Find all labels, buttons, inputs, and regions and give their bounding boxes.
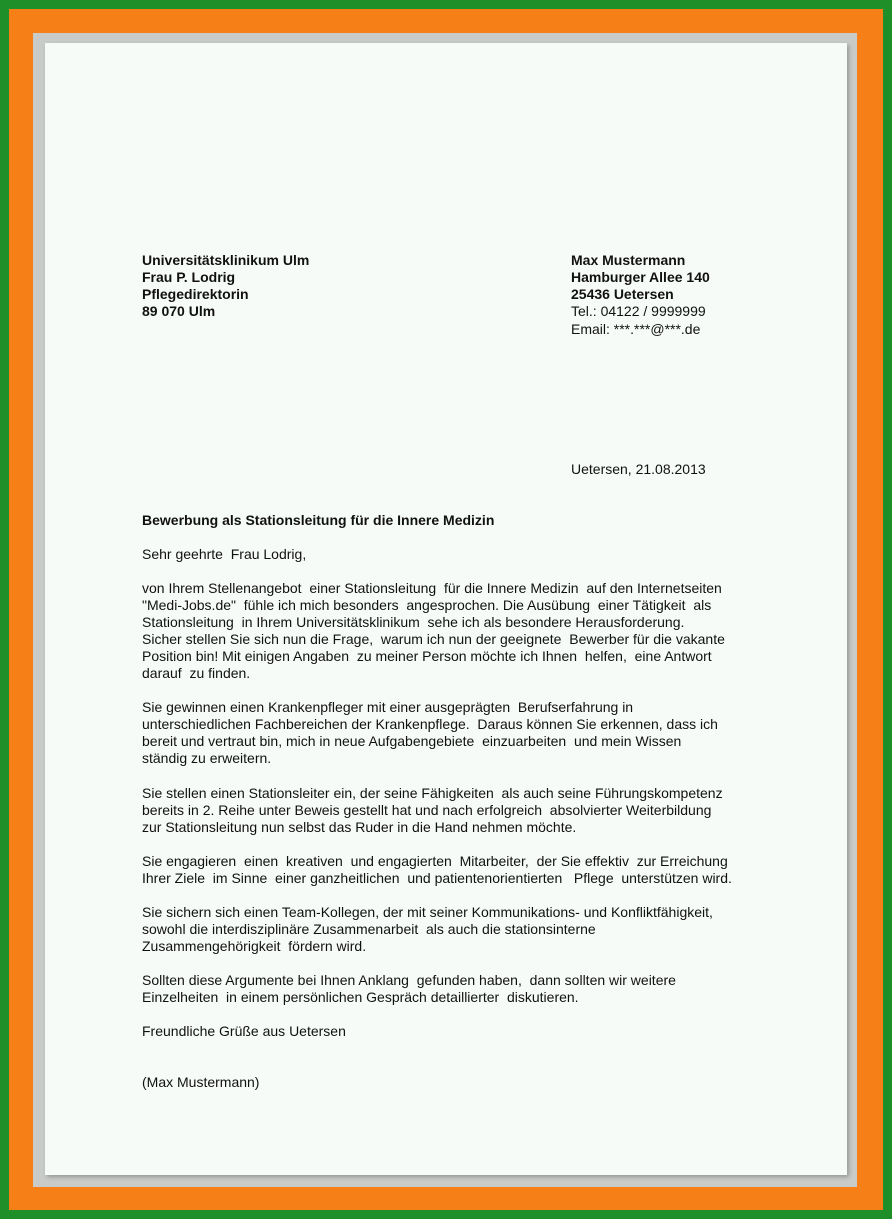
sender-city: 25436 Uetersen xyxy=(571,286,674,302)
sender-email: Email: ***.***@***.de xyxy=(571,321,701,337)
body-paragraph-6 xyxy=(142,972,757,1006)
paragraph-line: Zusammengehörigkeit fördern wird. xyxy=(142,938,367,954)
paragraph-line: bereits in 2. Reihe unter Beweis gestellt hat und nach erfolgreich absolvierter Weiterbildung xyxy=(142,802,712,818)
body-paragraph-5 xyxy=(142,904,757,955)
body-paragraph-4 xyxy=(142,853,757,887)
recipient-line-1: Universitätsklinikum Ulm xyxy=(142,252,310,268)
paragraph-line: ständig zu erweitern. xyxy=(142,750,272,766)
paragraph-line: Sie stellen einen Stationsleiter ein, der seine Fähigkeiten als auch seine Führungskompetenz xyxy=(142,785,723,801)
recipient-line-3: Pflegedirektorin xyxy=(142,286,249,302)
paragraph-line: Sollten diese Argumente bei Ihnen Anklang gefunden haben, dann sollten wir weitere xyxy=(142,972,676,988)
recipient-line-4: 89 070 Ulm xyxy=(142,303,216,319)
paragraph-line: Position bin! Mit einigen Angaben zu meiner Person möchte ich Ihnen helfen, eine Antwort xyxy=(142,648,712,664)
recipient-line-2: Frau P. Lodrig xyxy=(142,269,236,285)
paragraph-line: sowohl die interdisziplinäre Zusammenarbeit als auch die stationsinterne xyxy=(142,921,596,937)
paragraph-line: Sicher stellen Sie sich nun die Frage, warum ich nun der geeignete Bewerber für die vakante xyxy=(142,631,725,647)
paragraph-line: "Medi-Jobs.de" fühle ich mich besonders angesprochen. Die Ausübung einer Tätigkeit als xyxy=(142,597,712,613)
body-paragraph-2 xyxy=(142,699,757,767)
paragraph-line: darauf zu finden. xyxy=(142,665,251,681)
letter-subject: Bewerbung als Stationsleitung für die Innere Medizin xyxy=(142,512,495,528)
paragraph-line: Einzelheiten in einem persönlichen Gespräch detaillierter diskutieren. xyxy=(142,989,579,1005)
paragraph-line: bereit und vertraut bin, mich in neue Aufgabengebiete einzuarbeiten und mein Wissen xyxy=(142,733,682,749)
body-paragraph-3 xyxy=(142,785,757,836)
sender-name: Max Mustermann xyxy=(571,252,686,268)
sender-street: Hamburger Allee 140 xyxy=(571,269,710,285)
letter-closing: Freundliche Grüße aus Uetersen xyxy=(142,1023,346,1039)
sender-phone: Tel.: 04122 / 9999999 xyxy=(571,303,706,319)
paragraph-line: zur Stationsleitung nun selbst das Ruder in die Hand nehmen möchte. xyxy=(142,819,577,835)
letter-date: Uetersen, 21.08.2013 xyxy=(571,461,706,477)
paragraph-line: Stationsleitung in Ihrem Universitätsklinikum sehe ich als besondere Herausforderung. xyxy=(142,614,685,630)
letter-salutation: Sehr geehrte Frau Lodrig, xyxy=(142,546,307,562)
letter-signature: (Max Mustermann) xyxy=(142,1074,260,1090)
paragraph-line: Ihrer Ziele im Sinne einer ganzheitlichen und patientenorientierten Pflege unterstützen wird. xyxy=(142,870,732,886)
paragraph-line: unterschiedlichen Fachbereichen der Krankenpflege. Daraus können Sie erkennen, dass ich xyxy=(142,716,718,732)
body-paragraph-1 xyxy=(142,580,757,682)
paragraph-line: Sie gewinnen einen Krankenpfleger mit einer ausgeprägten Berufserfahrung in xyxy=(142,699,634,715)
paragraph-line: Sie sichern sich einen Team-Kollegen, der mit seiner Kommunikations- und Konfliktfähigkeit, xyxy=(142,904,713,920)
paragraph-line: Sie engagieren einen kreativen und engagierten Mitarbeiter, der Sie effektiv zur Erreichung xyxy=(142,853,728,869)
paragraph-line: von Ihrem Stellenangebot einer Stationsleitung für die Innere Medizin auf den Internetseiten xyxy=(142,580,722,596)
